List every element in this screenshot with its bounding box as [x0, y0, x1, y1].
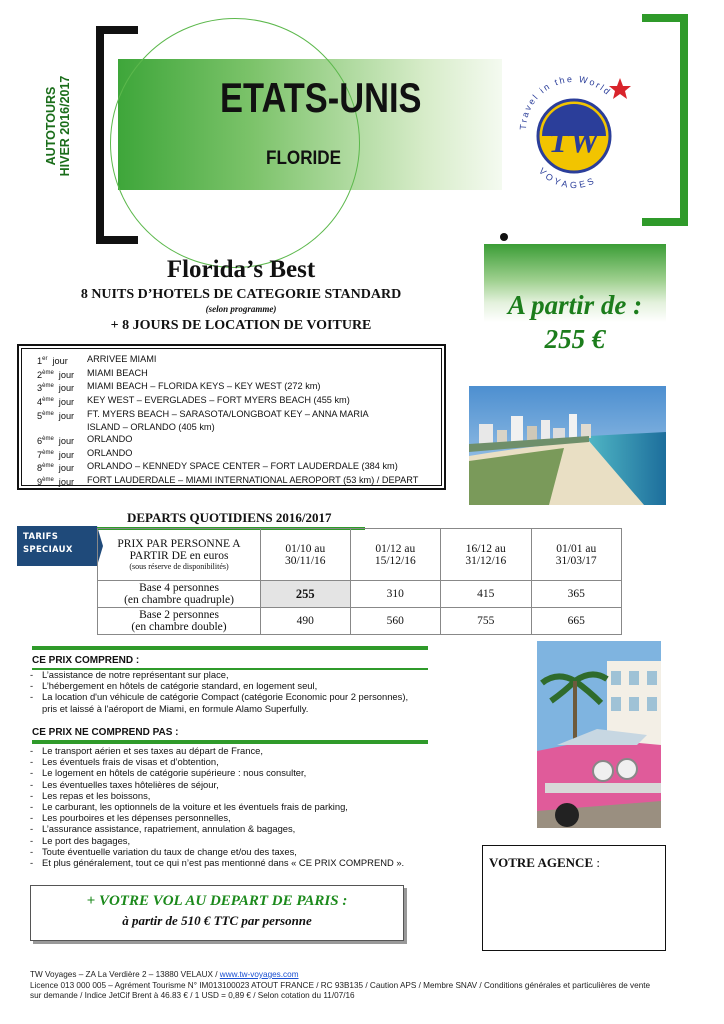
list-item: - Toute éventuelle variation du taux de change et/ou des taxes, — [30, 846, 470, 857]
included-title: CE PRIX COMPREND : — [32, 655, 140, 666]
itinerary-day: 7ème jour — [37, 449, 75, 460]
itinerary-day: 2ème jour — [37, 369, 75, 380]
footer-licence: Licence 013 000 005 – Agrément Tourisme N° IM013100023 ATOUT FRANCE / RC 93B135 / Caution APS / Membre SNAV / Conditions générales et particulières de vente — [30, 980, 651, 990]
itinerary-row — [37, 475, 431, 489]
offer-car: + 8 JOURS DE LOCATION DE VOITURE — [110, 318, 372, 333]
green-bracket — [642, 14, 688, 226]
list-item: - Le logement en hôtels de catégorie supérieure : nous consulter, — [30, 767, 470, 778]
decorative-circle — [110, 18, 360, 268]
miami-beach-photo — [469, 386, 666, 505]
flight-title: + VOTRE VOL AU DEPART DE PARIS : — [86, 893, 348, 909]
price-pin — [500, 233, 508, 241]
offer-note: (selon programme) — [205, 304, 277, 314]
list-item: - La location d'un véhicule de catégorie Compact (catégorie Economic pour 2 personnes), — [30, 691, 470, 702]
itinerary-row — [37, 354, 431, 368]
excluded-title: CE PRIX NE COMPREND PAS : — [32, 727, 179, 738]
price-cell: 560 — [350, 608, 440, 635]
list-item: - Le port des bagages, — [30, 835, 470, 846]
logo-brand: VOYAGES — [536, 165, 598, 191]
flight-box — [30, 885, 404, 941]
itinerary-day: 8ème jour — [37, 463, 75, 474]
included-section — [30, 646, 428, 670]
logo-initials: TW — [548, 123, 600, 160]
itinerary-day: 6ème jour — [37, 435, 75, 446]
itinerary-day: 1er jour — [37, 356, 68, 367]
departures-title: DEPARTS QUOTIDIENS 2016/2017 — [127, 510, 332, 525]
table-row — [98, 608, 622, 635]
footer-address: TW Voyages – ZA La Verdière 2 – 13880 VELAUX / — [30, 970, 220, 979]
itinerary-row — [37, 395, 431, 409]
period-cell: 01/12 au 15/12/16 — [350, 529, 440, 581]
itinerary-row — [37, 422, 431, 434]
price-cell: 665 — [531, 608, 622, 635]
offer-hotels: 8 NUITS D’HOTELS DE CATEGORIE STANDARD — [80, 287, 402, 302]
list-item: - Le carburant, les optionnels de la voiture et les éventuels frais de parking, — [30, 801, 470, 812]
list-item: - Les repas et les boissons, — [30, 790, 470, 801]
footer — [30, 970, 710, 1002]
itinerary-day — [37, 422, 87, 434]
price-table — [97, 528, 622, 635]
list-item: - L’hébergement en hôtels de catégorie standard, en logement seul, — [30, 680, 470, 691]
itinerary-row — [37, 409, 431, 423]
itinerary-row — [37, 448, 431, 462]
itinerary-box — [17, 344, 446, 490]
season-label — [44, 58, 82, 194]
list-item: - L’assistance de notre représentant sur place, — [30, 669, 470, 680]
itinerary-text: ISLAND – ORLANDO (405 km) — [87, 422, 215, 433]
price-cell: 755 — [441, 608, 531, 635]
list-item: - Le transport aérien et ses taxes au départ de France, — [30, 745, 470, 756]
table-header-cell — [98, 529, 261, 581]
season-line-2: HIVER 2016/2017 — [58, 75, 72, 177]
row-label-cell: Base 4 personnes (en chambre quadruple) — [98, 581, 261, 608]
agency-box: VOTRE AGENCE : — [482, 845, 666, 951]
excluded-list — [30, 745, 470, 868]
itinerary-text: FORT LAUDERDALE – MIAMI INTERNATIONAL AEROPORT (53 km) / DEPART — [87, 474, 419, 485]
list-item: - Les pourboires et les dépenses personnelles, — [30, 812, 470, 823]
table-header-note: (sous réserve de disponibilités) — [129, 562, 229, 571]
period-cell: 16/12 au 31/12/16 — [441, 529, 531, 581]
list-item: - Les éventuels frais de visas et d’obtention, — [30, 756, 470, 767]
list-item: - Et plus généralement, tout ce qui n’est pas mentionné dans « CE PRIX COMPREND ». — [30, 857, 470, 868]
price-cell: 255 — [261, 581, 351, 608]
itinerary-day: 4ème jour — [37, 396, 75, 408]
footer-conditions: sur demande / Indice JetCif Brent à 46.83 € / 1 USD = 0,89 € / Selon cotation du 11/07/16 — [30, 991, 355, 1000]
price-cell: 310 — [350, 581, 440, 608]
itinerary-text: ORLANDO – KENNEDY SPACE CENTER – FORT LAUDERDALE (384 km) — [87, 461, 398, 472]
itinerary-text: ORLANDO — [87, 433, 133, 444]
agency-label: VOTRE AGENCE — [489, 855, 594, 870]
itinerary-row — [37, 434, 431, 448]
list-item: - Les éventuelles taxes hôtelières de séjour, — [30, 779, 470, 790]
price-cell: 490 — [261, 608, 351, 635]
itinerary-text: MIAMI BEACH — [87, 367, 148, 378]
table-row — [98, 581, 622, 608]
list-item: - L’assurance assistance, rapatriement, annulation & bagages, — [30, 823, 470, 834]
pink-cadillac-photo — [537, 641, 661, 828]
itinerary-day: 3ème jour — [37, 383, 75, 394]
row-label-cell: Base 2 personnes (en chambre double) — [98, 608, 261, 635]
itinerary-text: MIAMI BEACH – FLORIDA KEYS – KEY WEST (272 km) — [87, 381, 321, 392]
itinerary-day: 5ème jour — [37, 410, 75, 421]
itinerary-row — [37, 461, 431, 475]
logo-tagline: Travel in the World — [517, 73, 614, 131]
season-line-1: AUTOTOURS — [44, 86, 58, 166]
tag-line-1: TARIFS — [23, 532, 59, 542]
price-cell: 365 — [531, 581, 622, 608]
price-box — [484, 244, 666, 374]
itinerary-text: ORLANDO — [87, 447, 133, 458]
price-amount: 255 € — [544, 324, 606, 354]
offer-title: Florida’s Best — [166, 256, 316, 283]
price-cell: 415 — [441, 581, 531, 608]
table-header-main: PRIX PAR PERSONNE A PARTIR DE en euros — [117, 538, 241, 562]
list-item: pris et laissé à l'aéroport de Miami, en formule Alamo Superfully. — [42, 702, 309, 714]
itinerary-text: KEY WEST – EVERGLADES – FORT MYERS BEACH (455 km) — [87, 394, 350, 405]
itinerary-row — [37, 368, 431, 382]
itinerary-row — [37, 381, 431, 395]
page-title: ETATS-UNIS — [220, 74, 422, 121]
section-rule — [32, 740, 428, 744]
page-subtitle: FLORIDE — [266, 148, 342, 169]
tw-voyages-logo — [508, 42, 640, 214]
website-link[interactable]: www.tw-voyages.com — [219, 970, 299, 979]
itinerary-day: 9ème jour — [37, 476, 75, 487]
excluded-section — [30, 727, 428, 744]
itinerary-text: ARRIVEE MIAMI — [87, 354, 157, 364]
included-list — [30, 669, 470, 714]
tag-line-2: SPECIAUX — [23, 545, 73, 555]
period-cell: 01/10 au 30/11/16 — [261, 529, 351, 581]
period-cell: 01/01 au 31/03/17 — [531, 529, 622, 581]
flight-price: à partir de 510 € TTC par personne — [122, 913, 312, 928]
special-rates-tag — [17, 526, 97, 566]
itinerary-text: FT. MYERS BEACH – SARASOTA/LONGBOAT KEY – ANNA MARIA — [87, 408, 369, 419]
price-from: A partir de : — [507, 290, 643, 320]
black-bracket — [96, 26, 138, 244]
